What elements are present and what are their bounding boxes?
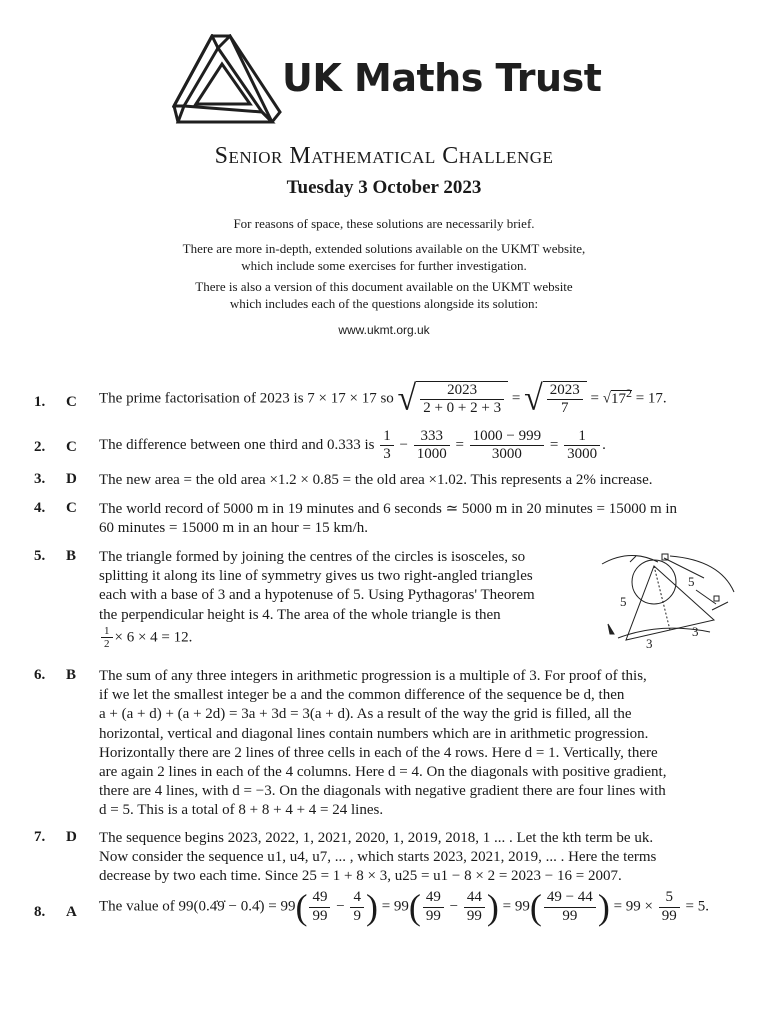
question-number: 8. bbox=[34, 904, 46, 920]
question-number: 6. bbox=[34, 667, 46, 683]
label-3-bottom: 3 bbox=[646, 636, 653, 651]
label-5-left: 5 bbox=[620, 594, 627, 609]
question-answer: C bbox=[66, 439, 77, 455]
question-number: 2. bbox=[34, 439, 46, 455]
question-number: 3. bbox=[34, 471, 46, 487]
intro-line: There is also a version of this document available on the UKMT website which includes each of the questions alongside its solution: bbox=[195, 279, 573, 311]
circles-triangle-diagram bbox=[600, 552, 736, 652]
label-5-right: 5 bbox=[688, 574, 695, 589]
brand-name: UK Maths Trust bbox=[282, 56, 602, 100]
question-number: 4. bbox=[34, 500, 46, 516]
question-number: 1. bbox=[34, 394, 46, 410]
solution-text: The sum of any three integers in arithmetic progression is a multiple of 3. For proof of this, if we let the smallest integer be a and the common difference of the sequence be d, then a + (a + d) + (a + 2d) = 3a + 3d = 3(a + d). As a result of the way the grid is filled, all the horizontal, vertical and diagonal lines contain numbers which are in arithmetic progression. Horizontally there are 2 lines of three cells in each of the 4 rows. Here d = 1. Vertically, there are again 2 lines in each of the 4 columns. Here d = 4. On the diagonals with positive gradient, there are 4 lines, with d = −3. On the diagonals with negative gradient there are four lines with d = 5. This is a total of 8 + 8 + 4 + 4 = 24 lines. bbox=[99, 668, 667, 819]
intro-line: There are more in-depth, extended solutions available on the UKMT website, which include some exercises for further investigation. bbox=[182, 241, 586, 273]
question-answer: A bbox=[66, 904, 77, 920]
solution-text: The world record of 5000 m in 19 minutes and 6 seconds ≃ 5000 m in 20 minutes = 15000 m in 60 minutes = 15000 m in an hour = 15 km/h. bbox=[99, 501, 678, 537]
ukmt-logo-icon bbox=[172, 34, 282, 124]
question-number: 7. bbox=[34, 829, 46, 845]
question-answer: B bbox=[66, 548, 77, 564]
page-title: Senior Mathematical Challenge bbox=[214, 143, 554, 169]
question-answer: C bbox=[66, 394, 77, 410]
solution-text: The sequence begins 2023, 2022, 1, 2021, 2020, 1, 2019, 2018, 1 ... . Let the kth term be uk. Now consider the sequence u1, u4, u7, ... , which starts 2023, 2021, 2019, ... . Here the terms decrease by two each time. Since 25 = 1 + 8 × 3, u25 = u1 − 8 × 2 = 2023 − 16 = 2007. bbox=[99, 830, 657, 885]
solution-text: The new area = the old area ×1.2 × 0.85 = the old area ×1.02. This represents a 2% increase. bbox=[99, 472, 653, 488]
website-link[interactable]: www.ukmt.org.uk bbox=[338, 323, 430, 337]
question-answer: B bbox=[66, 667, 77, 683]
solution-text: The triangle formed by joining the centres of the circles is isosceles, so splitting it along its line of symmetry gives us two right-angled triangles each with a base of 3 and a hypotenuse of 5. Using Pythagoras' Theorem the perpendicular height is 4. The area of the whole triangle is then $\frac{1}{2}$ × 6 × 4 = 12. bbox=[99, 549, 535, 651]
intro-line: For reasons of space, these solutions are necessarily brief. bbox=[233, 216, 535, 231]
page-date: Tuesday 3 October 2023 bbox=[286, 177, 482, 198]
solution-text: The difference between one third and 0.333 is $\frac{1}{3}$ − $\frac{333}{1000}$ = $\frac{1000 - 999}{3000}$ = $\frac{1}{3000}$ . bbox=[99, 428, 606, 463]
question-number: 5. bbox=[34, 548, 46, 564]
question-answer: D bbox=[66, 471, 77, 487]
solution-text: The value of 99(0.4̇9̇ − 0.4̇) = 99( $\frac{49}{99}$ − $\frac{4}{9}$ ) = 99( $\frac{49}{99}$ − $\frac{44}{99}$ ) = 99( $\frac{49 - 44}{99}$ ) = 99 × $\frac{5}{99}$ = 5. bbox=[99, 887, 709, 927]
question-answer: C bbox=[66, 500, 77, 516]
question-answer: D bbox=[66, 829, 77, 845]
label-3-right: 3 bbox=[692, 624, 699, 639]
solution-text: The prime factorisation of 2023 is 7 × 17 × 17 so √ $\frac{2023}{2 + 0 + 2 + 3}$ = √ $\frac{2023}{7}$ = $√17^2 = 17$. bbox=[99, 379, 667, 419]
